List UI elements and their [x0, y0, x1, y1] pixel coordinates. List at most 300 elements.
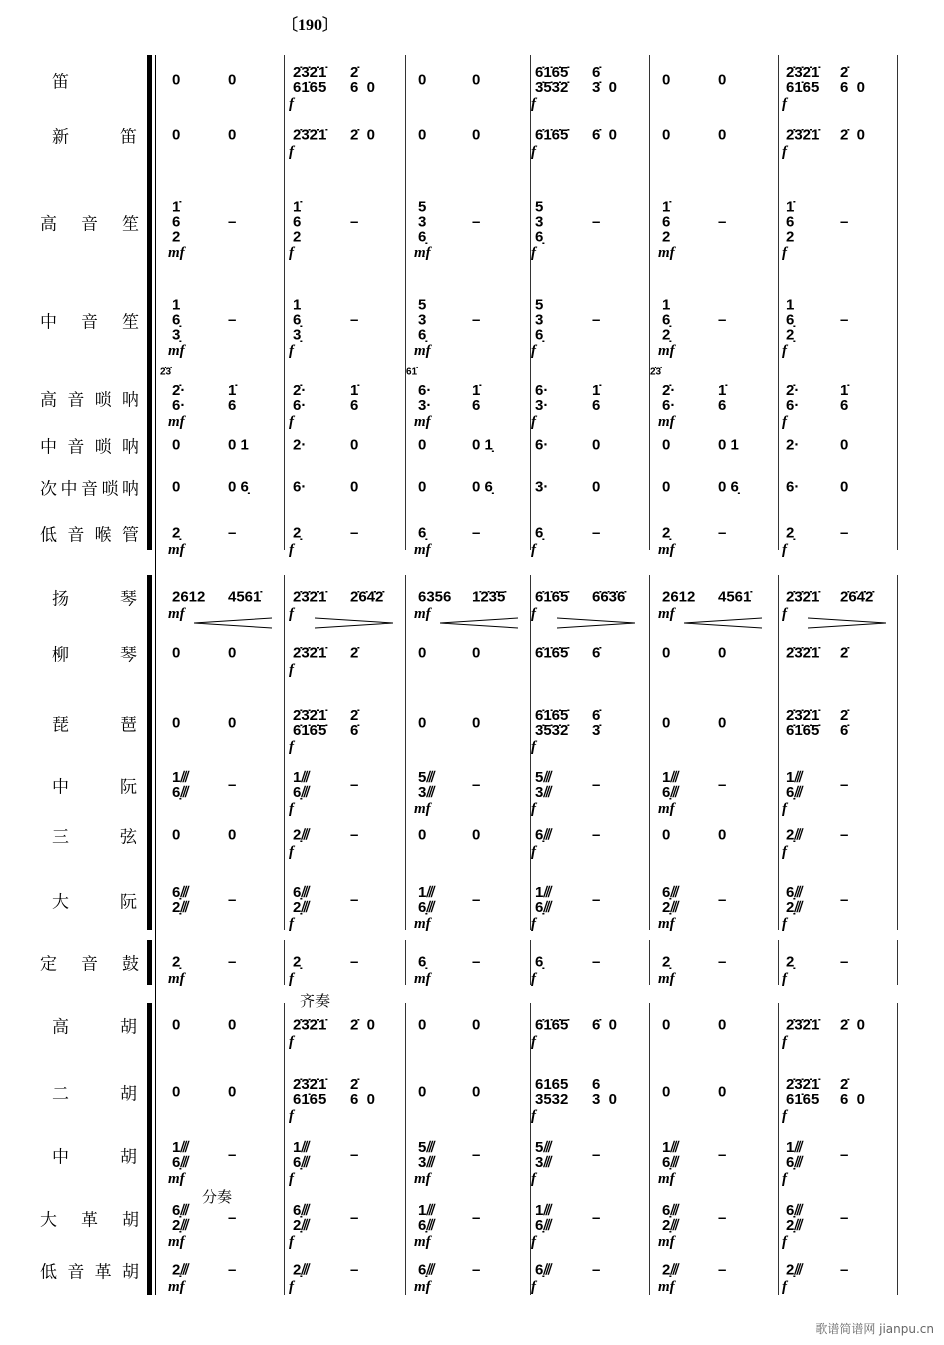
- instrument-label: 低音革胡: [40, 1262, 140, 1283]
- note-beat: 0: [172, 71, 181, 89]
- instrument-label: 中胡: [52, 1147, 138, 1168]
- note-beat: 0: [472, 126, 481, 144]
- note-beat: 1⫻ 6̣⫻: [786, 769, 804, 801]
- note-beat: 6̇ 3̇: [592, 707, 601, 739]
- note-beat: 2̇ 0: [840, 1016, 866, 1034]
- dynamic-marking: mf: [658, 916, 675, 932]
- barline: [897, 940, 898, 985]
- note-beat: 0: [718, 644, 727, 662]
- dynamic-marking: mf: [414, 1171, 431, 1187]
- note-beat: –: [472, 891, 481, 909]
- note-beat: 0: [662, 71, 671, 89]
- note-beat: 6̇1̇6̇5̇: [535, 126, 569, 144]
- note-beat: 1⫻ 6̣⫻: [172, 769, 190, 801]
- dynamic-marking: f: [289, 96, 294, 112]
- note-beat: –: [592, 826, 601, 844]
- note-beat: 0 1: [228, 436, 249, 454]
- barline: [405, 55, 406, 550]
- note-beat: 1 6̣ 2̣: [662, 296, 671, 344]
- instrument-label: 高音笙: [40, 214, 140, 235]
- dynamic-marking: mf: [414, 343, 431, 359]
- note-beat: 5⫻ 3⫻: [535, 1139, 553, 1171]
- note-beat: –: [840, 891, 849, 909]
- note-beat: –: [350, 891, 359, 909]
- note-beat: 4561̇: [228, 588, 262, 606]
- note-beat: 0: [718, 126, 727, 144]
- note-beat: 6 3 0: [592, 1076, 618, 1108]
- dynamic-marking: f: [531, 1034, 536, 1050]
- grace-notes: 2̇3̇: [160, 366, 172, 378]
- note-beat: 6̇1̇6̇5̇: [535, 644, 569, 662]
- dynamic-marking: mf: [414, 245, 431, 261]
- note-beat: 2̇3̇2̇1̇ 61̇65: [786, 64, 820, 96]
- note-beat: 2̇3̇2̇1̇ 61̇65: [786, 1076, 820, 1108]
- barline: [530, 55, 531, 550]
- note-beat: 6̣⫻: [535, 1261, 553, 1279]
- note-beat: –: [592, 776, 601, 794]
- dynamic-marking: f: [531, 1279, 536, 1295]
- note-beat: 1 6̣ 3̣: [172, 296, 181, 344]
- note-beat: 0: [172, 644, 181, 662]
- instrument-label: 次中音唢呐: [40, 479, 140, 500]
- dynamic-marking: f: [782, 1234, 787, 1250]
- dynamic-marking: f: [782, 343, 787, 359]
- note-beat: 4561̇: [718, 588, 752, 606]
- note-beat: 2̇3̇2̇1̇: [293, 126, 327, 144]
- note-beat: 0: [418, 126, 427, 144]
- instrument-label: 二胡: [52, 1084, 138, 1105]
- dynamic-marking: f: [531, 96, 536, 112]
- note-beat: –: [350, 953, 359, 971]
- dynamic-marking: mf: [168, 1171, 185, 1187]
- note-beat: 6̇1̇6̇5̇: [535, 588, 569, 606]
- note-beat: 6165 3532: [535, 1076, 569, 1108]
- dynamic-marking: f: [289, 1108, 294, 1124]
- note-beat: 0: [350, 436, 359, 454]
- note-beat: 0 1̣: [472, 436, 493, 454]
- note-beat: 2̇: [840, 644, 849, 662]
- note-beat: 6̣⫻ 2̣⫻: [786, 1202, 804, 1234]
- dynamic-marking: mf: [658, 801, 675, 817]
- note-beat: 0: [418, 1016, 427, 1034]
- note-beat: –: [592, 213, 601, 231]
- instrument-label: 新笛: [52, 127, 138, 148]
- note-beat: 2̇3̇2̇1̇: [786, 1016, 820, 1034]
- note-beat: 2612: [172, 588, 206, 606]
- note-beat: 0: [172, 714, 181, 732]
- dynamic-marking: f: [782, 245, 787, 261]
- barline: [897, 1003, 898, 1295]
- crescendo-hairpin: [440, 617, 520, 629]
- note-beat: 0: [592, 436, 601, 454]
- note-beat: 5 3 6̣: [535, 296, 544, 344]
- dynamic-marking: f: [289, 144, 294, 160]
- note-beat: 2̇3̇2̇1̇: [786, 126, 820, 144]
- note-beat: –: [472, 1261, 481, 1279]
- instrument-label: 柳琴: [52, 645, 138, 666]
- dynamic-marking: f: [531, 916, 536, 932]
- dynamic-marking: mf: [658, 1171, 675, 1187]
- note-beat: –: [228, 311, 237, 329]
- note-beat: 5⫻ 3⫻: [418, 769, 436, 801]
- note-beat: 0: [228, 714, 237, 732]
- note-beat: –: [840, 311, 849, 329]
- note-beat: –: [350, 524, 359, 542]
- note-beat: 2̣: [786, 953, 795, 971]
- note-beat: 1̇ 6: [228, 382, 237, 414]
- note-beat: 2̣: [172, 524, 181, 542]
- note-beat: 6̣⫻ 2̣⫻: [172, 1202, 190, 1234]
- note-beat: 0: [662, 478, 671, 496]
- dynamic-marking: f: [782, 414, 787, 430]
- note-beat: –: [472, 776, 481, 794]
- dynamic-marking: mf: [168, 414, 185, 430]
- instrument-label: 高胡: [52, 1017, 138, 1038]
- note-beat: 6̣⫻ 2̣⫻: [293, 1202, 311, 1234]
- instrument-label: 大阮: [52, 892, 138, 913]
- dynamic-marking: mf: [658, 606, 675, 622]
- instrument-label: 琵琶: [52, 715, 138, 736]
- note-beat: 2̇6̇4̇2̇: [350, 588, 384, 606]
- note-beat: 1⫻ 6̣⫻: [662, 769, 680, 801]
- note-beat: –: [592, 524, 601, 542]
- dynamic-marking: mf: [168, 542, 185, 558]
- note-beat: 2̣⫻: [293, 1261, 311, 1279]
- note-beat: 1⫻ 6̣⫻: [418, 884, 436, 916]
- note-beat: 5 3 6̣: [418, 198, 427, 246]
- note-beat: 2̣⫻: [786, 1261, 804, 1279]
- note-beat: 2̣⫻: [662, 1261, 680, 1279]
- barline: [284, 575, 285, 930]
- note-beat: 2̣⫻: [293, 826, 311, 844]
- note-beat: 2̣: [786, 524, 795, 542]
- note-beat: 0: [472, 1016, 481, 1034]
- barline: [897, 575, 898, 930]
- note-beat: 1⫻ 6̣⫻: [662, 1139, 680, 1171]
- note-beat: 2̇ 6 0: [840, 64, 866, 96]
- note-beat: 2̇: [350, 644, 359, 662]
- dynamic-marking: mf: [658, 343, 675, 359]
- note-beat: –: [472, 524, 481, 542]
- barline: [284, 55, 285, 550]
- instrument-label: 中音唢呐: [40, 437, 140, 458]
- note-beat: –: [840, 776, 849, 794]
- note-beat: 2̇3̇2̇1̇: [293, 588, 327, 606]
- note-beat: –: [592, 953, 601, 971]
- note-beat: –: [472, 953, 481, 971]
- note-beat: –: [472, 1209, 481, 1227]
- barline: [284, 940, 285, 985]
- note-beat: 1̇ 6: [840, 382, 849, 414]
- note-beat: 6· 3·: [418, 382, 432, 414]
- instrument-label: 扬琴: [52, 589, 138, 610]
- barline: [778, 1003, 779, 1295]
- dynamic-marking: f: [782, 1171, 787, 1187]
- note-beat: 0: [472, 714, 481, 732]
- note-beat: –: [718, 1146, 727, 1164]
- note-beat: 2̣⫻: [786, 826, 804, 844]
- note-beat: 2̇ 6̇: [840, 707, 849, 739]
- note-beat: –: [718, 1261, 727, 1279]
- note-beat: 2̇ 0: [840, 126, 866, 144]
- dynamic-marking: f: [782, 96, 787, 112]
- note-beat: 6̣: [418, 524, 427, 542]
- note-beat: –: [840, 1209, 849, 1227]
- barline: [405, 575, 406, 930]
- dynamic-marking: mf: [168, 245, 185, 261]
- note-beat: 2̇· 6·: [293, 382, 307, 414]
- divisi-annotation: 分奏: [202, 1188, 233, 1206]
- note-beat: 3·: [535, 478, 549, 496]
- dynamic-marking: f: [289, 1171, 294, 1187]
- note-beat: 6̇1̇6̇5̇: [535, 1016, 569, 1034]
- note-beat: 6̣: [418, 953, 427, 971]
- note-beat: 6̣: [535, 953, 544, 971]
- note-beat: –: [718, 953, 727, 971]
- note-beat: 2̇6̇4̇2̇: [840, 588, 874, 606]
- note-beat: 0: [662, 644, 671, 662]
- dynamic-marking: mf: [414, 542, 431, 558]
- note-beat: 6̣⫻ 2̣⫻: [172, 884, 190, 916]
- dynamic-marking: f: [531, 606, 536, 622]
- note-beat: 2̇ 6 0: [350, 1076, 376, 1108]
- note-beat: 1̇ 6: [718, 382, 727, 414]
- percussion-bracket: [147, 940, 152, 985]
- dynamic-marking: f: [289, 1034, 294, 1050]
- note-beat: 1 6̣ 3̣: [293, 296, 302, 344]
- note-beat: 0: [228, 1083, 237, 1101]
- note-beat: 0: [662, 826, 671, 844]
- dynamic-marking: f: [782, 916, 787, 932]
- dynamic-marking: f: [782, 144, 787, 160]
- note-beat: –: [472, 1146, 481, 1164]
- note-beat: 0: [228, 71, 237, 89]
- dynamic-marking: f: [289, 542, 294, 558]
- barline: [649, 55, 650, 550]
- note-beat: 1̇ 6 2: [786, 198, 795, 246]
- note-beat: 2̇ 6 0: [350, 64, 376, 96]
- dynamic-marking: f: [531, 144, 536, 160]
- note-beat: –: [840, 953, 849, 971]
- dynamic-marking: f: [289, 844, 294, 860]
- note-beat: –: [840, 1146, 849, 1164]
- note-beat: 2̇· 6·: [786, 382, 800, 414]
- note-beat: 5 3 6̣: [418, 296, 427, 344]
- note-beat: –: [840, 213, 849, 231]
- dynamic-marking: f: [531, 1171, 536, 1187]
- dynamic-marking: mf: [414, 1234, 431, 1250]
- note-beat: 0: [472, 71, 481, 89]
- note-beat: –: [840, 524, 849, 542]
- note-beat: –: [718, 776, 727, 794]
- note-beat: 0: [418, 478, 427, 496]
- note-beat: –: [228, 213, 237, 231]
- note-beat: 0: [662, 436, 671, 454]
- dynamic-marking: mf: [658, 971, 675, 987]
- note-beat: –: [350, 213, 359, 231]
- note-beat: 6356: [418, 588, 452, 606]
- dynamic-marking: f: [782, 606, 787, 622]
- watermark: 歌谱简谱网 jianpu.cn: [815, 1322, 934, 1336]
- dynamic-marking: f: [782, 844, 787, 860]
- note-beat: 0: [662, 714, 671, 732]
- note-beat: 2̇ 6 0: [840, 1076, 866, 1108]
- note-beat: 6̇ 3̇ 0: [592, 64, 618, 96]
- note-beat: 0: [350, 478, 359, 496]
- note-beat: 0: [662, 1083, 671, 1101]
- dynamic-marking: mf: [414, 971, 431, 987]
- note-beat: –: [718, 311, 727, 329]
- dynamic-marking: f: [782, 801, 787, 817]
- dynamic-marking: mf: [168, 343, 185, 359]
- note-beat: –: [350, 1146, 359, 1164]
- note-beat: 0 6̣: [228, 478, 249, 496]
- note-beat: –: [592, 1209, 601, 1227]
- dynamic-marking: f: [531, 844, 536, 860]
- dynamic-marking: mf: [168, 971, 185, 987]
- barline: [778, 940, 779, 985]
- dynamic-marking: f: [531, 414, 536, 430]
- note-beat: 1̇ 6: [592, 382, 601, 414]
- note-beat: 2̣: [293, 524, 302, 542]
- note-beat: 0: [718, 71, 727, 89]
- barline: [649, 940, 650, 985]
- winds-bracket: [147, 55, 152, 550]
- dynamic-marking: mf: [658, 542, 675, 558]
- note-beat: 0: [718, 1083, 727, 1101]
- note-beat: 2̇ 0: [350, 1016, 376, 1034]
- grace-notes: 2̇3̇: [650, 366, 662, 378]
- note-beat: 6̣⫻ 2̣⫻: [662, 1202, 680, 1234]
- note-beat: 2̇3̇2̇1̇ 61̇65: [293, 64, 327, 96]
- note-beat: –: [840, 826, 849, 844]
- note-beat: 6̣⫻: [418, 1261, 436, 1279]
- dynamic-marking: mf: [414, 414, 431, 430]
- dynamic-marking: f: [782, 542, 787, 558]
- note-beat: –: [228, 776, 237, 794]
- dynamic-marking: f: [782, 971, 787, 987]
- note-beat: 1 6̣ 2̣: [786, 296, 795, 344]
- note-beat: –: [840, 1261, 849, 1279]
- note-beat: 0: [718, 714, 727, 732]
- dynamic-marking: f: [289, 916, 294, 932]
- note-beat: –: [472, 213, 481, 231]
- note-beat: 1⫻ 6̣⫻: [418, 1202, 436, 1234]
- instrument-label: 三弦: [52, 827, 138, 848]
- dynamic-marking: mf: [168, 606, 185, 622]
- note-beat: –: [350, 311, 359, 329]
- note-beat: 1⫻ 6̣⫻: [293, 1139, 311, 1171]
- note-beat: 6̣: [535, 524, 544, 542]
- grace-notes: 61̇: [406, 366, 418, 378]
- dynamic-marking: f: [782, 1034, 787, 1050]
- dynamic-marking: mf: [168, 1234, 185, 1250]
- note-beat: 0: [840, 478, 849, 496]
- dynamic-marking: f: [531, 801, 536, 817]
- note-beat: 0: [228, 126, 237, 144]
- dynamic-marking: f: [782, 1108, 787, 1124]
- plucked-bracket: [147, 575, 152, 930]
- instrument-label: 中阮: [52, 777, 138, 798]
- note-beat: –: [718, 213, 727, 231]
- dynamic-marking: mf: [414, 606, 431, 622]
- dynamic-marking: f: [531, 1234, 536, 1250]
- dynamic-marking: f: [531, 739, 536, 755]
- note-beat: 6̇ 0: [592, 1016, 618, 1034]
- note-beat: –: [718, 1209, 727, 1227]
- note-beat: 1̇ 6 2: [172, 198, 181, 246]
- barline: [897, 55, 898, 550]
- note-beat: 0: [472, 1083, 481, 1101]
- dynamic-marking: f: [289, 343, 294, 359]
- note-beat: 0: [662, 126, 671, 144]
- instrument-label: 笛: [52, 72, 70, 93]
- barline: [649, 575, 650, 930]
- note-beat: 6̣⫻: [535, 826, 553, 844]
- note-beat: 0: [228, 1016, 237, 1034]
- dynamic-marking: mf: [658, 1279, 675, 1295]
- note-beat: 6̣⫻ 2̣⫻: [662, 884, 680, 916]
- note-beat: 0: [840, 436, 849, 454]
- dynamic-marking: f: [289, 662, 294, 678]
- note-beat: 0: [172, 478, 181, 496]
- instrument-label: 大革胡: [40, 1210, 140, 1231]
- dynamic-marking: f: [531, 343, 536, 359]
- instrument-label: 定音鼓: [40, 954, 140, 975]
- note-beat: 2̇· 6·: [172, 382, 186, 414]
- note-beat: 2612: [662, 588, 696, 606]
- barline: [405, 940, 406, 985]
- note-beat: 0: [418, 826, 427, 844]
- note-beat: 1̇ 6: [472, 382, 481, 414]
- note-beat: 2̇ 0: [350, 126, 376, 144]
- barline: [778, 55, 779, 550]
- tutti-annotation: 齐奏: [300, 992, 331, 1010]
- diminuendo-hairpin: [557, 617, 637, 629]
- note-beat: 1̇2̇3̇5̇: [472, 588, 506, 606]
- note-beat: 0: [592, 478, 601, 496]
- note-beat: 6̇6̇3̇6̇: [592, 588, 626, 606]
- note-beat: 0: [172, 1016, 181, 1034]
- instrument-label: 中音笙: [40, 312, 140, 333]
- note-beat: –: [592, 891, 601, 909]
- note-beat: –: [718, 524, 727, 542]
- crescendo-hairpin: [684, 617, 764, 629]
- barline: [284, 1003, 285, 1295]
- note-beat: –: [472, 311, 481, 329]
- dynamic-marking: mf: [658, 1234, 675, 1250]
- note-beat: 2̇ 6̇: [350, 707, 359, 739]
- note-beat: 0 1: [718, 436, 739, 454]
- note-beat: 2̇3̇2̇1̇: [293, 1016, 327, 1034]
- note-beat: –: [228, 953, 237, 971]
- dynamic-marking: mf: [414, 1279, 431, 1295]
- note-beat: 2̣: [172, 953, 181, 971]
- note-beat: 2̇3̇2̇1̇: [786, 588, 820, 606]
- note-beat: –: [228, 1261, 237, 1279]
- note-beat: 0: [472, 644, 481, 662]
- bowed-bracket: [147, 1003, 152, 1295]
- note-beat: 0: [172, 436, 181, 454]
- note-beat: –: [228, 524, 237, 542]
- note-beat: 1⫻ 6̣⫻: [535, 1202, 553, 1234]
- note-beat: –: [350, 1209, 359, 1227]
- dynamic-marking: f: [531, 1108, 536, 1124]
- dynamic-marking: f: [782, 1279, 787, 1295]
- dynamic-marking: f: [289, 1234, 294, 1250]
- note-beat: 0 6̣: [472, 478, 493, 496]
- note-beat: 0: [418, 71, 427, 89]
